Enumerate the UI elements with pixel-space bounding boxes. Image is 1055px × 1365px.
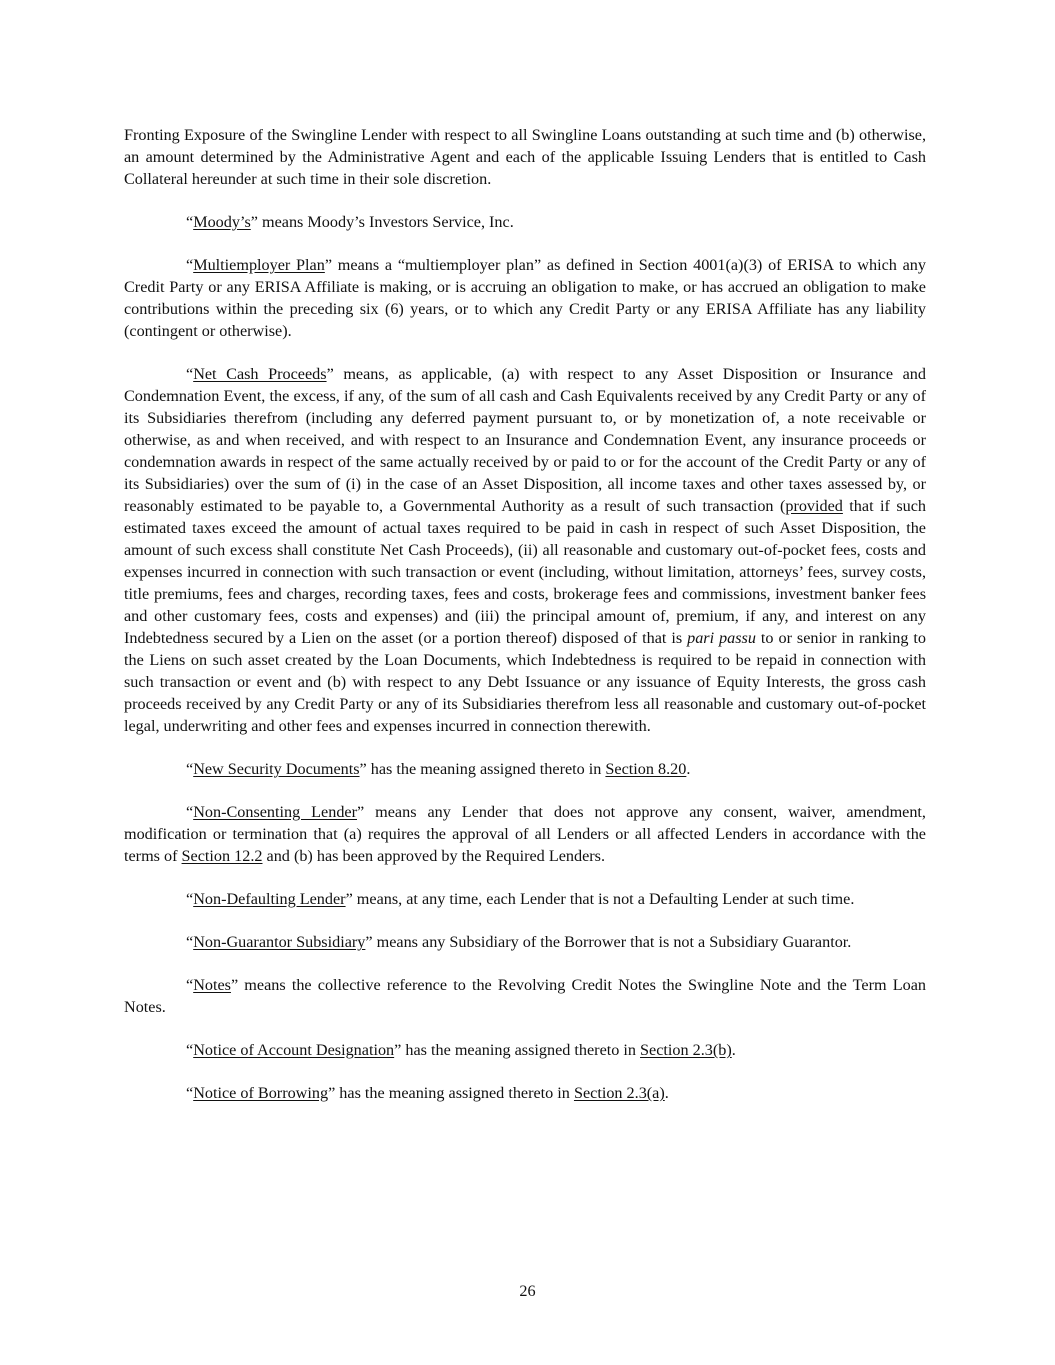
paragraph-text: . xyxy=(731,1041,736,1059)
paragraph-text: Fronting Exposure of the Swingline Lender with respect to all Swingline Loans outstanding at such time and (b) otherwise, an amount determined by the Administrative Agent and each of the applicable Issuing Lenders that is entitled to Cash Collateral hereunder at such time in their sole discretion. xyxy=(124,126,926,188)
definition-paragraph xyxy=(124,254,926,342)
page-number: 26 xyxy=(519,1282,536,1300)
paragraph-text: . xyxy=(686,760,691,778)
paragraph-text: “ xyxy=(186,213,194,231)
definition-paragraph xyxy=(124,363,926,737)
underlined-term: Section 2.3(b) xyxy=(640,1041,732,1059)
paragraph-text: “ xyxy=(186,803,194,821)
paragraph-text: “ xyxy=(186,976,194,994)
paragraph-text: ” has the meaning assigned thereto in xyxy=(328,1084,574,1102)
paragraph-text: ” means a “multiemployer plan” as defined in Section 4001(a)(3) of ERISA to which any Credit Party or any ERISA Affiliate is making, or is accruing an obligation to make, or has accrued an obligation to make contributions within the preceding six (6) years, or to which any Credit Party or any ERISA Affiliate has any liability (contingent or otherwise). xyxy=(124,256,926,340)
definition-paragraph xyxy=(124,888,926,910)
paragraph-text: ” has the meaning assigned thereto in xyxy=(359,760,606,778)
paragraph-text: “ xyxy=(186,933,194,951)
underlined-term: Section 8.20 xyxy=(605,760,687,778)
paragraph-text: that if such estimated taxes exceed the amount of actual taxes required to be paid in cash in respect of such Asset Disposition, the amount of such excess shall constitute Net Cash Proceeds), (ii) all reasonable and customary out-of-pocket fees, costs and expenses incurred in connection with such transaction or event (including, without limitation, attorneys’ fees, survey costs, title premiums, fees and charges, recording taxes, fees and costs, brokerage fees and commissions, investment banker fees and other customary fees, costs and expenses) and (iii) the principal amount of, premium, if any, and interest on any Indebtedness secured by a Lien on the asset (or a portion thereof) disposed of that is xyxy=(124,497,926,647)
underlined-term: Non-Defaulting Lender xyxy=(193,890,346,908)
paragraph-text: “ xyxy=(186,1084,194,1102)
paragraph-text: ” means Moody’s Investors Service, Inc. xyxy=(250,213,514,231)
underlined-term: Notice of Account Designation xyxy=(193,1041,395,1059)
italic-text: pari passu xyxy=(687,629,756,647)
underlined-term: Non-Guarantor Subsidiary xyxy=(193,933,366,951)
underlined-term: Non-Consenting Lender xyxy=(193,803,357,821)
underlined-term: Notice of Borrowing xyxy=(193,1084,329,1102)
definition-paragraph xyxy=(124,1039,926,1061)
underlined-term: Multiemployer Plan xyxy=(193,256,325,274)
definition-paragraph xyxy=(124,931,926,953)
document-page xyxy=(124,124,926,1125)
paragraph-text: ” means the collective reference to the Revolving Credit Notes the Swingline Note and the Term Loan Notes. xyxy=(124,976,926,1016)
underlined-term: Net Cash Proceeds xyxy=(193,365,327,383)
definition-paragraph xyxy=(124,124,926,190)
underlined-term: Section 12.2 xyxy=(181,847,263,865)
paragraph-text: ” means any Lender that does not approve any consent, waiver, amendment, modification or termination that (a) requires the approval of all Lenders or all affected Lenders in accordance with the terms of xyxy=(124,803,926,865)
paragraph-text: “ xyxy=(186,1041,194,1059)
paragraph-text: ” has the meaning assigned thereto in xyxy=(394,1041,641,1059)
paragraph-text: “ xyxy=(186,256,194,274)
definition-paragraph xyxy=(124,1082,926,1104)
paragraph-text: ” means, at any time, each Lender that is not a Defaulting Lender at such time. xyxy=(345,890,855,908)
underlined-term: provided xyxy=(785,497,843,515)
underlined-term: New Security Documents xyxy=(193,760,360,778)
definition-paragraph xyxy=(124,211,926,233)
paragraph-text: ” means any Subsidiary of the Borrower that is not a Subsidiary Guarantor. xyxy=(365,933,852,951)
paragraph-text: and (b) has been approved by the Required Lenders. xyxy=(262,847,605,865)
paragraph-text: to or senior in ranking to the Liens on such asset created by the Loan Documents, which Indebtedness is required to be repaid in connection with such transaction or event and (b) with respect to any Debt Issuance or any issuance of Equity Interests, the gross cash proceeds received by any Credit Party or any of its Subsidiaries therefrom less all reasonable and customary out-of-pocket legal, underwriting and other fees and expenses incurred in connection therewith. xyxy=(124,629,927,735)
paragraph-text: “ xyxy=(186,760,194,778)
paragraph-text: “ xyxy=(186,890,194,908)
definition-paragraph xyxy=(124,801,926,867)
paragraph-text: ” means, as applicable, (a) with respect to any Asset Disposition or Insurance and Condemnation Event, the excess, if any, of the sum of all cash and Cash Equivalents received by any Credit Party or any of its Subsidiaries therefrom (including any deferred payment pursuant to, or by monetization of, a note receivable or otherwise, as and when received, and with respect to an Insurance and Condemnation Event, any insurance proceeds or condemnation awards in respect of the same actually received by or paid to or for the account of the Credit Party or any of its Subsidiaries) over the sum of (i) in the case of an Asset Disposition, all income taxes and other taxes assessed by, or reasonably estimated to be payable to, a Governmental Authority as a result of such transaction ( xyxy=(124,365,926,515)
definition-paragraph xyxy=(124,974,926,1018)
underlined-term: Section 2.3(a) xyxy=(573,1084,665,1102)
underlined-term: Moody’s xyxy=(193,213,251,231)
paragraph-text: “ xyxy=(186,365,194,383)
underlined-term: Notes xyxy=(193,976,231,994)
definition-paragraph xyxy=(124,758,926,780)
paragraph-text: . xyxy=(664,1084,669,1102)
